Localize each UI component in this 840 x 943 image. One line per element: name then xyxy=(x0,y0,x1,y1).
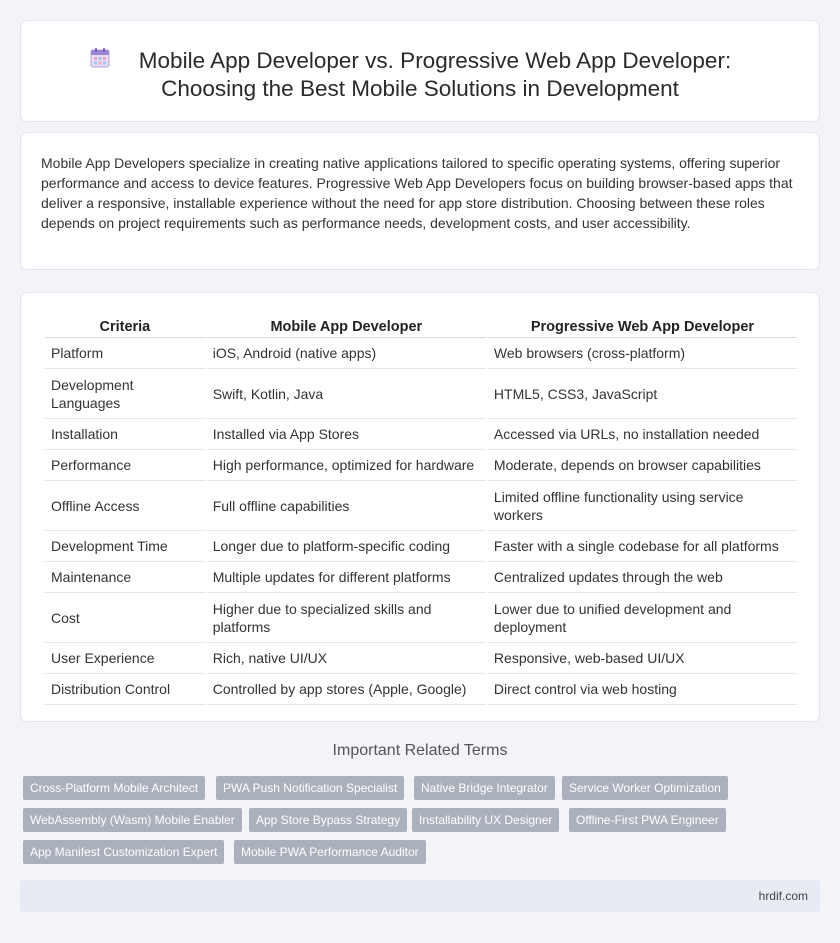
table-cell: Controlled by app stores (Apple, Google) xyxy=(207,674,486,705)
intro-card xyxy=(20,132,820,270)
footer xyxy=(20,880,820,912)
tag-link[interactable]: WebAssembly (Wasm) Mobile Enabler xyxy=(23,808,242,832)
table-cell: Installation xyxy=(45,419,205,450)
header-pwa-developer: Progressive Web App Developer xyxy=(488,313,797,338)
related-terms-title: Important Related Terms xyxy=(332,742,508,759)
header-criteria: Criteria xyxy=(45,313,205,338)
table-cell: Development Time xyxy=(45,531,205,562)
tag-link[interactable]: Native Bridge Integrator xyxy=(414,776,555,800)
table-cell: Performance xyxy=(45,450,205,481)
tag-link[interactable]: Service Worker Optimization xyxy=(562,776,728,800)
table-cell: Cost xyxy=(45,593,205,643)
table-cell: Longer due to platform-specific coding xyxy=(207,531,486,562)
table-cell: Limited offline functionality using service workers xyxy=(488,481,797,531)
table-cell: Full offline capabilities xyxy=(207,481,486,531)
tag-link[interactable]: Installability UX Designer xyxy=(412,808,559,832)
table-cell: Rich, native UI/UX xyxy=(207,643,486,674)
table-header-row xyxy=(45,313,797,338)
table-row xyxy=(45,481,797,531)
comparison-card xyxy=(20,292,820,722)
table-cell: iOS, Android (native apps) xyxy=(207,338,486,369)
table-row xyxy=(45,562,797,593)
table-cell: Faster with a single codebase for all platforms xyxy=(488,531,797,562)
table-cell: Distribution Control xyxy=(45,674,205,705)
table-cell: Platform xyxy=(45,338,205,369)
tag-link[interactable]: Offline-First PWA Engineer xyxy=(569,808,726,832)
table-cell: High performance, optimized for hardware xyxy=(207,450,486,481)
table-cell: Multiple updates for different platforms xyxy=(207,562,486,593)
table-cell: Higher due to specialized skills and platforms xyxy=(207,593,486,643)
page-title-line-2: Choosing the Best Mobile Solutions in Development xyxy=(161,76,679,101)
table-cell: Centralized updates through the web xyxy=(488,562,797,593)
comparison-table xyxy=(43,313,799,705)
table-cell: Lower due to unified development and deployment xyxy=(488,593,797,643)
table-row xyxy=(45,643,797,674)
table-cell: Direct control via web hosting xyxy=(488,674,797,705)
intro-paragraph: Mobile App Developers specialize in creating native applications tailored to specific operating systems, offering superior performance and access to device features. Progressive Web App Developers focus on building browser-based apps that deliver a responsive, installable experience without the need for app store distribution. Choosing between these roles depends on project requirements such as performance needs, development costs, and user accessibility. xyxy=(41,155,793,231)
header-mobile-app-developer: Mobile App Developer xyxy=(207,313,486,338)
table-row xyxy=(45,419,797,450)
table-cell: HTML5, CSS3, JavaScript xyxy=(488,369,797,419)
table-cell: Swift, Kotlin, Java xyxy=(207,369,486,419)
table-row xyxy=(45,531,797,562)
tag-link[interactable]: Mobile PWA Performance Auditor xyxy=(234,840,426,864)
table-row xyxy=(45,450,797,481)
table-cell: Installed via App Stores xyxy=(207,419,486,450)
page-title-line-1: Mobile App Developer vs. Progressive Web App Developer: xyxy=(138,48,732,73)
table-cell: Maintenance xyxy=(45,562,205,593)
tag-link[interactable]: Cross-Platform Mobile Architect xyxy=(23,776,205,800)
table-cell: Offline Access xyxy=(45,481,205,531)
tag-link[interactable]: App Store Bypass Strategy xyxy=(249,808,407,832)
footer-site-link[interactable]: hrdif.com xyxy=(758,889,808,903)
page-title xyxy=(109,47,731,103)
table-row xyxy=(45,593,797,643)
table-cell: Development Languages xyxy=(45,369,205,419)
title-card xyxy=(20,20,820,122)
table-cell: Moderate, depends on browser capabilities xyxy=(488,450,797,481)
table-cell: Accessed via URLs, no installation needed xyxy=(488,419,797,450)
table-row xyxy=(45,674,797,705)
table-cell: User Experience xyxy=(45,643,205,674)
table-row xyxy=(45,369,797,419)
table-cell: Web browsers (cross-platform) xyxy=(488,338,797,369)
table-row xyxy=(45,338,797,369)
table-cell: Responsive, web-based UI/UX xyxy=(488,643,797,674)
tag-link[interactable]: App Manifest Customization Expert xyxy=(23,840,224,864)
tag-link[interactable]: PWA Push Notification Specialist xyxy=(216,776,404,800)
